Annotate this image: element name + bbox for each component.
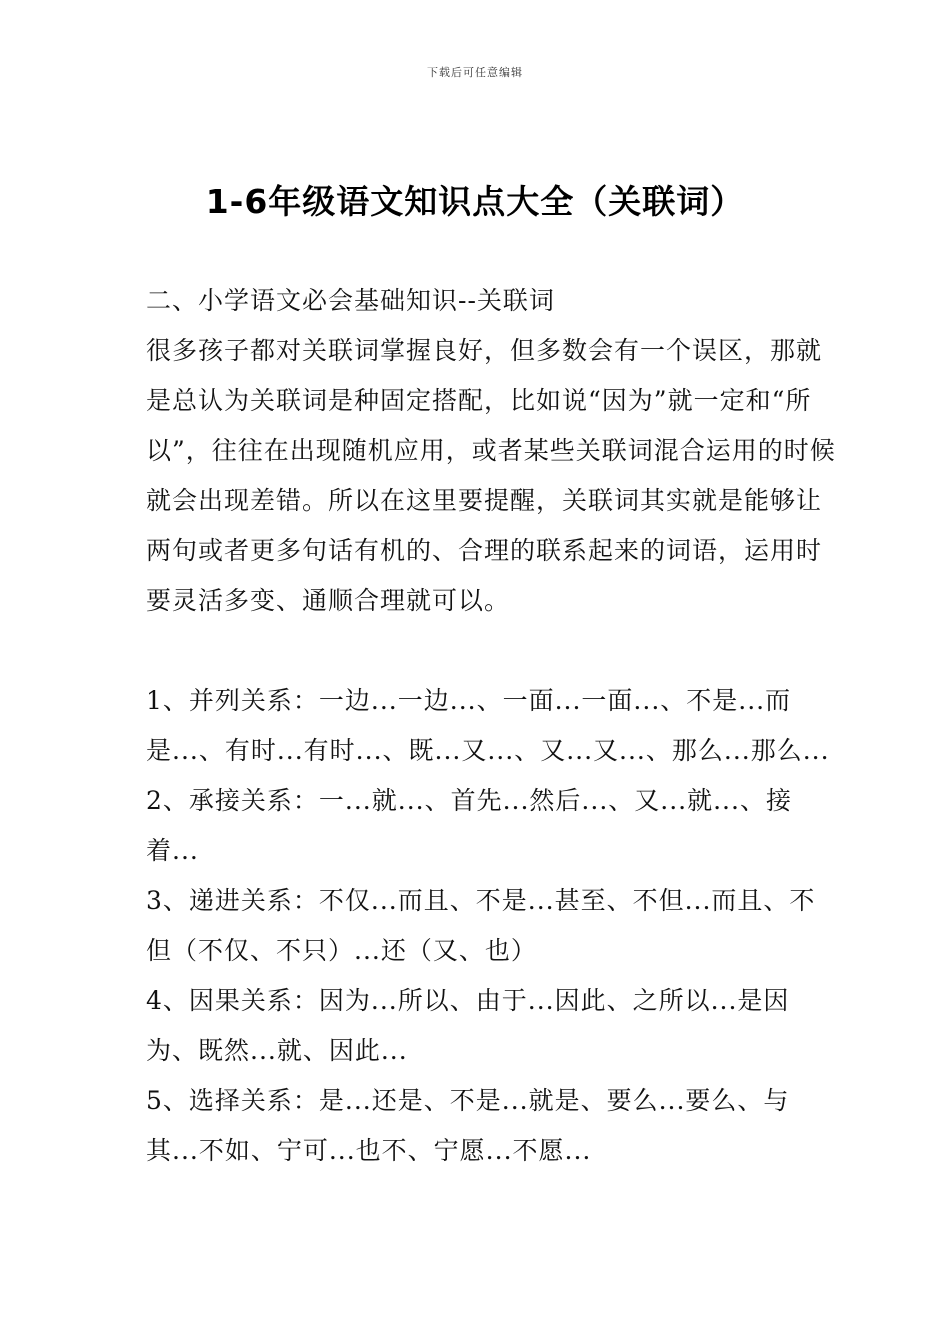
- intro-paragraph: [146, 326, 836, 626]
- relation-item-causal: 4、因果关系：因为...所以、由于...因此、之所以...是因为、既然...就、因此...: [146, 986, 790, 1065]
- relation-item-choice: 5、选择关系：是...还是、不是...就是、要么...要么、与其...不如、宁可...也不、宁愿...不愿...: [146, 1086, 790, 1165]
- relations-list: [146, 676, 836, 1176]
- header-note: 下载后可任意编辑: [427, 66, 523, 79]
- relation-item-sequence: 2、承接关系：一...就...、首先...然后...、又...就...、接着...: [146, 786, 792, 865]
- document-title: 1-6年级语文知识点大全（关联词）: [205, 182, 745, 221]
- intro-text: 很多孩子都对关联词掌握良好，但多数会有一个误区，那就是总认为关联词是种固定搭配，比如说“因为”就一定和“所以”，往往在出现随机应用，或者某些关联词混合运用的时候就会出现差错。所以在这里要提醒，关联词其实就是能够让两句或者更多句话有机的、合理的联系起来的词语，运用时要灵活多变、通顺合理就可以。: [146, 336, 836, 615]
- relation-item-parallel: 1、并列关系：一边...一边...、一面...一面...、不是...而是...、有时...有时...、既...又...、又...又...、那么...那么...: [146, 686, 830, 765]
- section-heading-text: 二、小学语文必会基础知识--关联词: [146, 286, 555, 315]
- section-heading: [146, 276, 836, 326]
- relation-item-progressive: 3、递进关系：不仅...而且、不是...甚至、不但...而且、不但（不仅、不只）...还（又、也）: [146, 886, 816, 965]
